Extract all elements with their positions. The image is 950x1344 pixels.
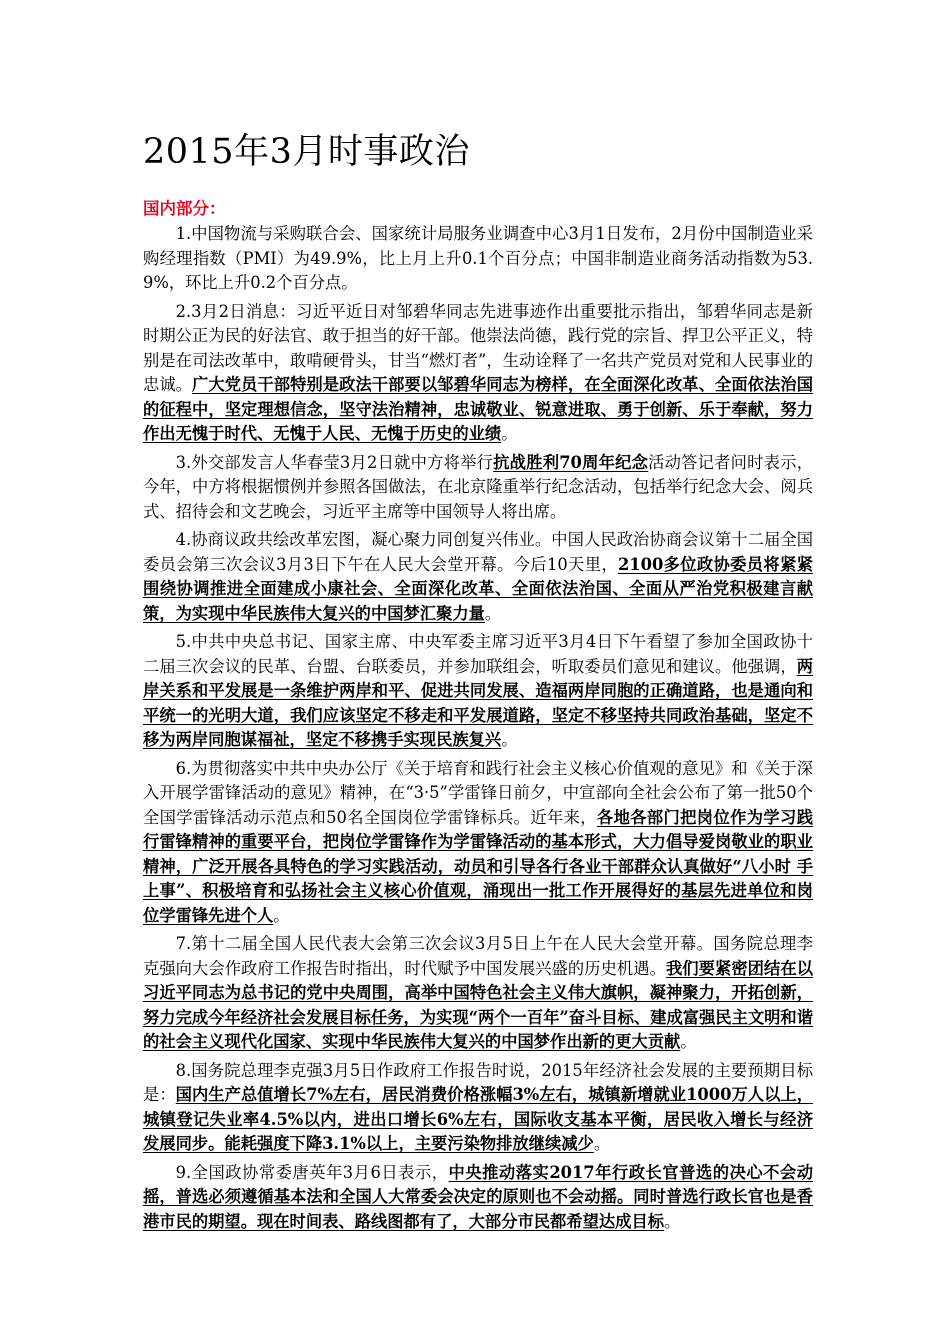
item-text: 5.中共中央总书记、国家主席、中央军委主席习近平3月4日下午看望了参加全国政协十二届三次会议的民革、台盟、台联委员，并参加联组会，听取委员们意见和建议。他强调，: [143, 632, 813, 676]
news-item-list: [143, 222, 813, 1238]
item-text-end: 。: [501, 424, 518, 443]
news-item: [143, 451, 813, 525]
item-text: 2.3月2日消息：习近平近日对邹碧华同志先进事迹作出重要批示指出，邹碧华同志是新时期公正为民的好法官、敢于担当的好干部。他崇法尚德，践行党的宗旨、捍卫公平正义，特别是在司法改革中，敢啃硬骨头，甘当“燃灯者”，生动诠释了一名共产党员对党和人民事业的忠诚。: [143, 301, 813, 394]
news-item: [143, 1059, 813, 1157]
item-key-point: 我们要紧密团结在以习近平同志为总书记的党中央周围，高举中国特色社会主义伟大旗帜，凝神聚力，开拓创新，努力完成今年经济社会发展目标任务，为实现“两个一百年”奋斗目标、建成富强民主文明和谐的社会主义现代化国家、实现中华民族伟大复兴的中国梦作出新的更大贡献: [143, 958, 813, 1051]
news-item: [143, 932, 813, 1055]
item-text-end: 活动答记者问时表示，今年，中方将根据惯例并参照各国做法，在北京隆重举行纪念活动，包括举行纪念大会、阅兵式、招待会和文艺晚会，习近平主席等中国领导人将出席。: [143, 452, 813, 521]
item-text-end: 。: [501, 730, 518, 749]
item-key-point: 各地各部门把岗位作为学习践行雷锋精神的重要平台，把岗位学雷锋作为学雷锋活动的基本形式，大力倡导爱岗敬业的职业精神，广泛开展各具特色的学习实践活动，动员和引导各行各业干部群众认真做好“八小时 手上事”、积极培育和弘扬社会主义核心价值观，涌现出一批工作开展得好的基层先进单位和岗位学雷锋先进个人: [143, 807, 813, 925]
item-key-point: 2100多位政协委员将紧紧围绕协调推进全面建成小康社会、全面深化改革、全面依法治国、全面从严治党积极建言献策，为实现中华民族伟大复兴的中国梦汇聚力量: [143, 554, 813, 623]
news-item: [143, 300, 813, 447]
news-item: [143, 222, 813, 296]
item-key-point: 广大党员干部特别是政法干部要以邹碧华同志为榜样，在全面深化改革、全面依法治国的征程中，坚定理想信念，坚守法治精神，忠诚敬业、锐意进取、勇于创新、乐于奉献，努力作出无愧于时代、无愧于人民、无愧于历史的业绩: [143, 375, 813, 443]
item-key-point: 国内生产总值增长7%左右，居民消费价格涨幅3%左右，城镇新增就业1000万人以上，城镇登记失业率4.5%以内，进出口增长6%左右，国际收支基本平衡，居民收入增长与经济发展同步。能耗强度下降3.1%以上，主要污染物排放继续减少: [143, 1085, 813, 1153]
item-text: 1.中国物流与采购联合会、国家统计局服务业调查中心3月1日发布，2月份中国制造业采购经理指数（PMI）为49.9%，比上月上升0.1个百分点；中国非制造业商务活动指数为53.9%，环比上升0.2个百分点。: [143, 224, 813, 292]
item-text-end: 。: [484, 603, 502, 623]
item-text-end: 。: [680, 1032, 697, 1051]
item-text: 6.为贯彻落实中共中央办公厅《关于培育和践行社会主义核心价值观的意见》和《关于深入开展学雷锋活动的意见》精神，在“3·5”学雷锋日前夕，中宣部向全社会公布了第一批50个全国学雷锋活动示范点和50名全国岗位学雷锋标兵。近年来，: [143, 758, 813, 827]
news-item: [143, 630, 813, 753]
news-item: [143, 528, 813, 626]
item-key-point: 中央推动落实2017年行政长官普选的决心不会动摇，普选必须遵循基本法和全国人大常委会决定的原则也不会动摇。同时普选行政长官也是香港市民的期望。现在时间表、路线图都有了，大部分市民都希望达成目标: [143, 1162, 813, 1231]
item-text: 3.外交部发言人华春莹3月2日就中方将举行: [175, 452, 494, 472]
item-text: 7.第十二届全国人民代表大会第三次会议3月5日上午在人民大会堂开幕。国务院总理李克强向大会作政府工作报告时指出，时代赋予中国发展兴盛的历史机遇。: [143, 934, 813, 978]
item-key-point: 抗战胜利70周年纪念: [493, 452, 649, 472]
item-text-end: 。: [593, 1134, 611, 1153]
item-text: 9.全国政协常委唐英年3月6日表示，: [175, 1162, 449, 1182]
item-text-end: 。: [273, 905, 290, 925]
news-item: [143, 757, 813, 929]
item-text: 4.协商议政共绘改革宏图，凝心聚力同创复兴伟业。中国人民政治协商会议第十二届全国委员会第三次会议3月3日下午在人民大会堂开幕。今后10天里，: [143, 530, 813, 574]
section-heading: 国内部分：: [143, 199, 226, 218]
item-key-point: 两岸关系和平发展是一条维护两岸和平、促进共同发展、造福两岸同胞的正确道路，也是通向和平统一的光明大道，我们应该坚定不移走和平发展道路，坚定不移坚持共同政治基础，坚定不移为两岸同胞谋福祉，坚定不移携手实现民族复兴: [143, 656, 813, 749]
document-title: 2015年3月时事政治: [143, 132, 470, 172]
item-text: 8.国务院总理李克强3月5日作政府工作报告时说，2015年经济社会发展的主要预期目标是：: [143, 1060, 813, 1104]
news-item: [143, 1161, 813, 1235]
item-text-end: 。: [664, 1211, 681, 1231]
